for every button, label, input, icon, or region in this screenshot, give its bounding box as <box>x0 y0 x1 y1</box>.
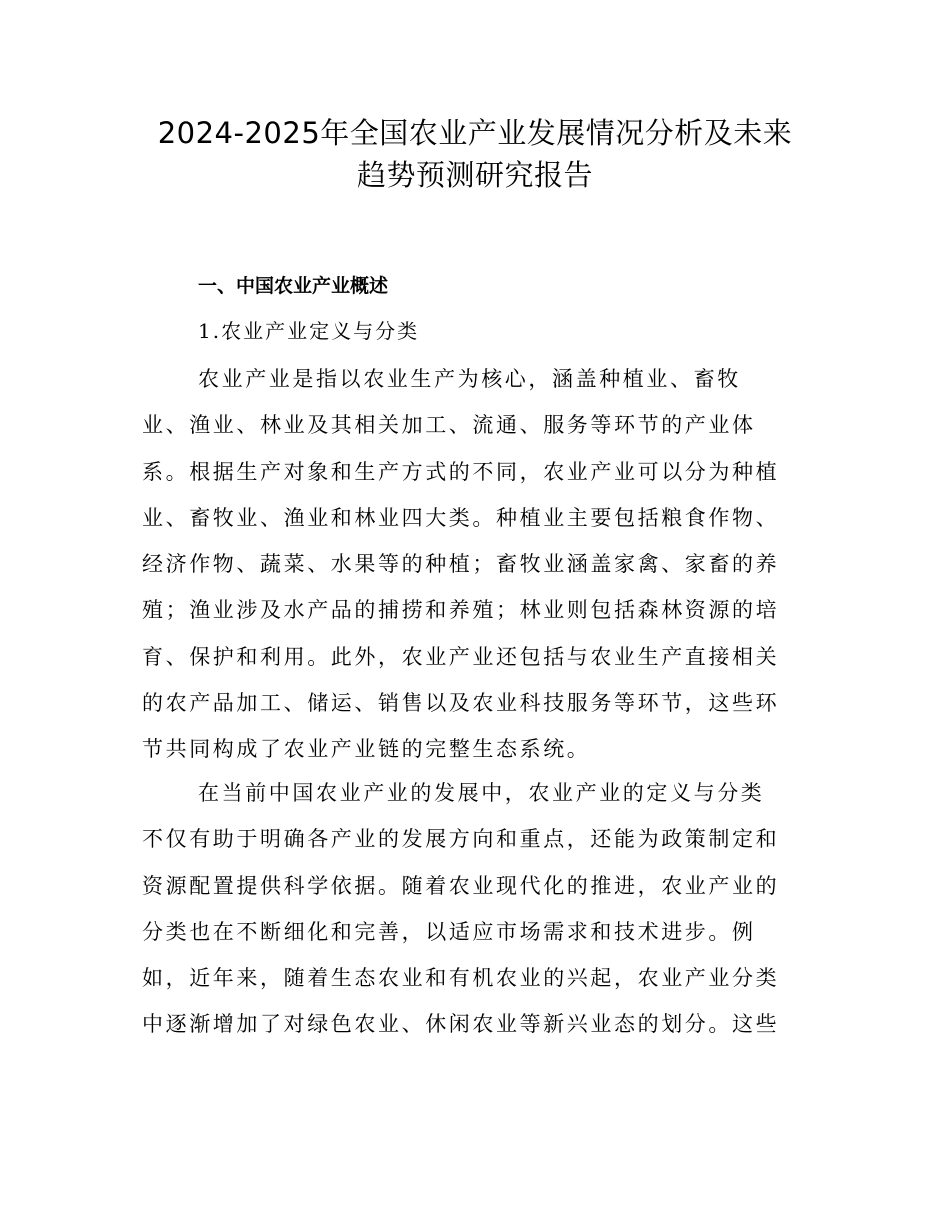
paragraph-line: 农业产业是指以农业生产为核心，涵盖种植业、畜牧 <box>198 367 741 391</box>
section-heading: 一、中国农业产业概述 <box>198 275 389 297</box>
paragraph-line: 资源配置提供科学依据。随着农业现代化的推进，农业产业的 <box>142 873 780 898</box>
paragraph-line: 如，近年来，随着生态农业和有机农业的兴起，农业产业分类 <box>142 966 780 991</box>
paragraph-line: 在当前中国农业产业的发展中，农业产业的定义与分类 <box>198 781 765 805</box>
title-line-2: 趋势预测研究报告 <box>356 158 593 192</box>
paragraph-line: 的农产品加工、储运、销售以及农业科技服务等环节，这些环 <box>142 691 780 716</box>
document-title <box>100 112 850 196</box>
paragraph-line: 业、渔业、林业及其相关加工、流通、服务等环节的产业体 <box>142 413 756 438</box>
paragraph-line: 节共同构成了农业产业链的完整生态系统。 <box>142 737 591 762</box>
paragraph-1 <box>142 356 812 773</box>
paragraph-line: 中逐渐增加了对绿色农业、休闲农业等新兴业态的划分。这些 <box>142 1012 780 1037</box>
paragraph-line: 经济作物、蔬菜、水果等的种植；畜牧业涵盖家禽、家畜的养 <box>142 552 780 577</box>
subsection-heading: 1.农业产业定义与分类 <box>198 319 420 343</box>
paragraph-line: 分类也在不断细化和完善，以适应市场需求和技术进步。例 <box>142 919 756 944</box>
paragraph-line: 业、畜牧业、渔业和林业四大类。种植业主要包括粮食作物、 <box>142 505 780 530</box>
title-line-1: 2024-2025年全国农业产业发展情况分析及未来 <box>157 116 793 150</box>
paragraph-line: 殖；渔业涉及水产品的捕捞和养殖；林业则包括森林资源的培 <box>142 598 780 623</box>
paragraph-line: 不仅有助于明确各产业的发展方向和重点，还能为政策制定和 <box>142 827 780 852</box>
paragraph-2 <box>142 770 812 1048</box>
paragraph-line: 育、保护和利用。此外，农业产业还包括与农业生产直接相关 <box>142 644 780 669</box>
paragraph-line: 系。根据生产对象和生产方式的不同，农业产业可以分为种植 <box>142 459 780 484</box>
